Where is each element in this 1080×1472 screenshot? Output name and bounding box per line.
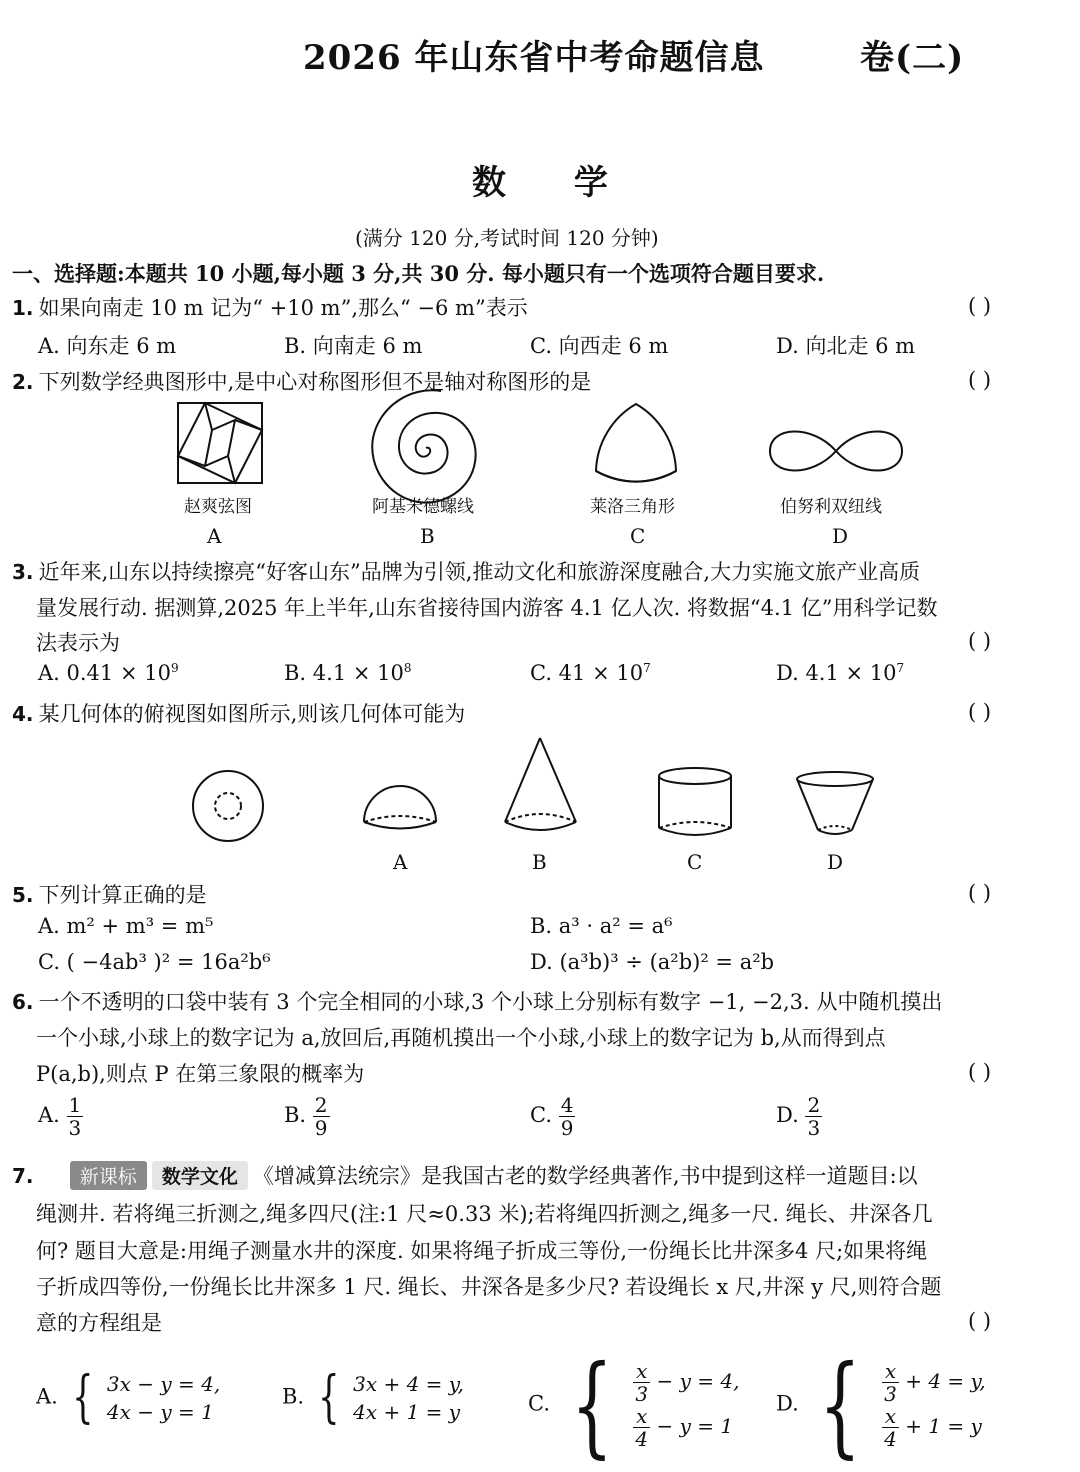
question-text: 某几何体的俯视图如图所示,则该几何体可能为 (38, 702, 466, 726)
option-c: C. ( −4ab³ )² = 16a²b⁶ (38, 950, 271, 974)
figure-letter: C (630, 524, 646, 548)
question-text-line-2: 量发展行动. 据测算,2025 年上半年,山东省接待国内游客 4.1 亿人次. 将数据“4.1 亿”用科学记数 (36, 596, 938, 620)
math-culture-tag: 数学文化 (152, 1161, 248, 1190)
question-text: 下列数学经典图形中,是中心对称图形但不是轴对称图形的是 (38, 370, 592, 394)
top-view-figure (193, 771, 263, 841)
figure-caption: 赵爽弦图 (184, 497, 252, 517)
question-number: 3. (12, 560, 34, 584)
figure-caption: 阿基米德螺线 (372, 497, 474, 517)
question-text-line-1: 近年来,山东以持续擦亮“好客山东”品牌为引领,推动文化和旅游深度融合,大力实施文旅产业高质 (38, 560, 921, 584)
question-7 (12, 1160, 918, 1190)
exam-series-title: 2026 年山东省中考命题信息 (303, 38, 765, 78)
question-text: 下列计算正确的是 (38, 883, 207, 907)
option-c: C. { $\frac{x}{3}$ − y = 4, $\frac{x}{4}$ − y = 1 (528, 1341, 740, 1469)
answer-bracket: ( ) (968, 700, 992, 724)
subject-title: 数 学 (472, 163, 636, 203)
cone-figure (505, 738, 576, 830)
new-curriculum-tag: 新课标 (70, 1161, 147, 1190)
question-text-line-2: 绳测井. 若将绳三折测之,绳多四尺(注:1 尺≈0.33 米);若将绳四折测之,绳多一尺. 绳长、井深各几 (36, 1202, 933, 1226)
figure-letter: A (393, 850, 408, 874)
option-b: B. $4.1 \times 10^8$ (284, 661, 412, 685)
answer-bracket: ( ) (968, 1060, 992, 1084)
question-5 (12, 879, 207, 909)
question-text-line-4: 子折成四等份,一份绳长比井深多 1 尺. 绳长、井深各是多少尺? 若设绳长 x 尺,井深 y 尺,则符合题 (36, 1275, 942, 1299)
option-c: C. $\frac{4}{9}$ (530, 1093, 574, 1140)
question-text: 如果向南走 10 m 记为“ +10 m”,那么“ −6 m”表示 (38, 296, 528, 320)
figure-letter: B (420, 524, 435, 548)
option-d: D. (a³b)³ ÷ (a²b)² = a²b (530, 950, 775, 974)
question-text-line-3: 何? 题目大意是:用绳子测量水井的深度. 如果将绳子折成三等份,一份绳长比井深多4 尺;如果将绳 (36, 1239, 928, 1263)
option-c: C. 向西走 6 m (530, 334, 669, 358)
option-a: A. m² + m³ = m⁵ (38, 914, 214, 938)
cylinder-figure (659, 768, 731, 835)
hemisphere-figure (364, 786, 436, 829)
answer-bracket: ( ) (968, 1309, 992, 1333)
figure-letter: D (832, 524, 849, 548)
frustum-figure (797, 772, 873, 834)
answer-bracket: ( ) (968, 881, 992, 905)
question-6 (12, 986, 942, 1016)
figure-caption: 莱洛三角形 (590, 497, 675, 517)
volume-label: 卷(二) (860, 38, 965, 78)
answer-bracket: ( ) (968, 368, 992, 392)
option-b: B. a³ · a² = a⁶ (530, 914, 673, 938)
question-number: 2. (12, 370, 34, 394)
option-a: A. $\frac{1}{3}$ (38, 1093, 82, 1140)
figure-caption: 伯努利双纽线 (780, 497, 882, 517)
option-d: D. 向北走 6 m (776, 334, 916, 358)
figure-letter: A (207, 524, 222, 548)
question-number: 5. (12, 883, 34, 907)
answer-bracket: ( ) (968, 629, 992, 653)
option-d: D. $\frac{2}{3}$ (776, 1093, 821, 1140)
question-number: 7. (12, 1164, 34, 1188)
question-text-line-5: 意的方程组是 (36, 1311, 162, 1335)
option-d: D. { $\frac{x}{3}$ + 4 = y, $\frac{x}{4}$ + 1 = y (776, 1341, 986, 1469)
question-text-line-1: 一个不透明的口袋中装有 3 个完全相同的小球,3 个小球上分别标有数字 −1, −2,3. 从中随机摸出 (38, 990, 943, 1014)
exam-info: (满分 120 分,考试时间 120 分钟) (355, 226, 659, 250)
option-c: C. $41 \times 10^7$ (530, 661, 651, 685)
section-heading: 一、选择题:本题共 10 小题,每小题 3 分,共 30 分. 每小题只有一个选项符合题目要求. (12, 261, 825, 286)
option-a: A. $0.41 \times 10^9$ (38, 661, 179, 685)
option-a: A. 向东走 6 m (38, 334, 177, 358)
option-b: B. 向南走 6 m (284, 334, 423, 358)
question-text-line-1: 《增减算法统宗》是我国古老的数学经典著作,书中提到这样一道题目:以 (252, 1164, 918, 1188)
option-b: B. $\frac{2}{9}$ (284, 1093, 328, 1140)
option-b: B. { 3x + 4 = y, 4x + 1 = y (282, 1365, 464, 1430)
answer-bracket: ( ) (968, 294, 992, 318)
option-a: A. { 3x − y = 4, 4x − y = 1 (36, 1365, 221, 1430)
figure-letter: C (687, 850, 703, 874)
question-number: 1. (12, 296, 34, 320)
question-text-line-3: P(a,b),则点 P 在第三象限的概率为 (36, 1062, 365, 1086)
figure-letter: D (827, 850, 844, 874)
question-text-line-2: 一个小球,小球上的数字记为 a,放回后,再随机摸出一个小球,小球上的数字记为 b,从而得到点 (36, 1026, 886, 1050)
question-text-line-3: 法表示为 (36, 631, 120, 655)
question-number: 4. (12, 702, 34, 726)
question-number: 6. (12, 990, 34, 1014)
figure-letter: B (532, 850, 547, 874)
option-d: D. $4.1 \times 10^7$ (776, 661, 905, 685)
